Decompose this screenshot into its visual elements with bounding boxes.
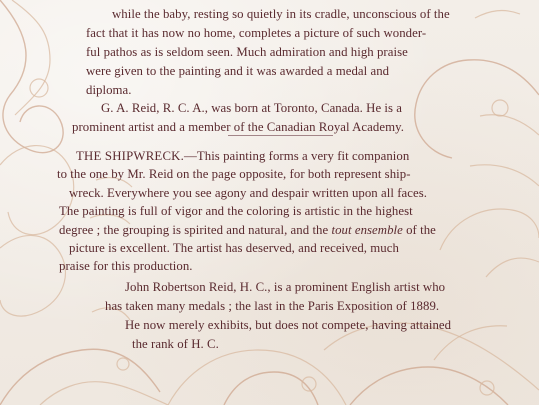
paragraph-3-line-5-end: of the [406,223,436,237]
paragraph-3-line-4: The painting is full of vigor and the coloring is artistic in the highest [59,204,413,218]
paragraph-1-line-4: were given to the painting and it was awarded a medal and [86,64,390,78]
paragraph-4-line-2: has taken many medals ; the last in the Paris Exposition of 1889. [105,299,440,313]
paragraph-3-line-7: praise for this production. [59,259,193,273]
section-title: THE SHIPWRECK. [76,149,185,163]
paragraph-3-line-1 [76,150,409,163]
paragraph-1-line-2: fact that it has now no home, completes a picture of such wonder- [86,26,427,40]
paragraph-3-line-5 [59,224,436,237]
paragraph-3-line-5-start: degree ; the grouping is spirited and natural, and the [59,223,329,237]
paragraph-3-line-1-rest: —This painting forms a very fit companion [184,149,410,163]
paragraph-3-italic-phrase: tout ensemble [331,223,403,237]
paragraph-3-line-2: to the one by Mr. Reid on the page opposite, for both represent ship- [57,167,411,181]
paragraph-1-line-3: ful pathos as is seldom seen. Much admiration and high praise [86,45,408,59]
paragraph-2-line-2: prominent artist and a member of the Canadian Royal Academy. [72,120,404,134]
paragraph-1-line-5: diploma. [86,83,132,97]
section-divider [228,135,333,136]
paragraph-3-line-6: picture is excellent. The artist has deserved, and received, much [69,241,399,255]
paragraph-4-line-1: John Robertson Reid, H. C., is a prominent English artist who [125,280,446,294]
paragraph-4-line-4: the rank of H. C. [132,337,219,351]
paragraph-1-line-1: while the baby, resting so quietly in its cradle, unconscious of the [112,7,450,21]
paragraph-3-line-3: wreck. Everywhere you see agony and despair written upon all faces. [69,186,427,200]
paragraph-4-line-3: He now merely exhibits, but does not compete, having attained [125,318,452,332]
paragraph-2-line-1: G. A. Reid, R. C. A., was born at Toronto, Canada. He is a [101,101,403,115]
